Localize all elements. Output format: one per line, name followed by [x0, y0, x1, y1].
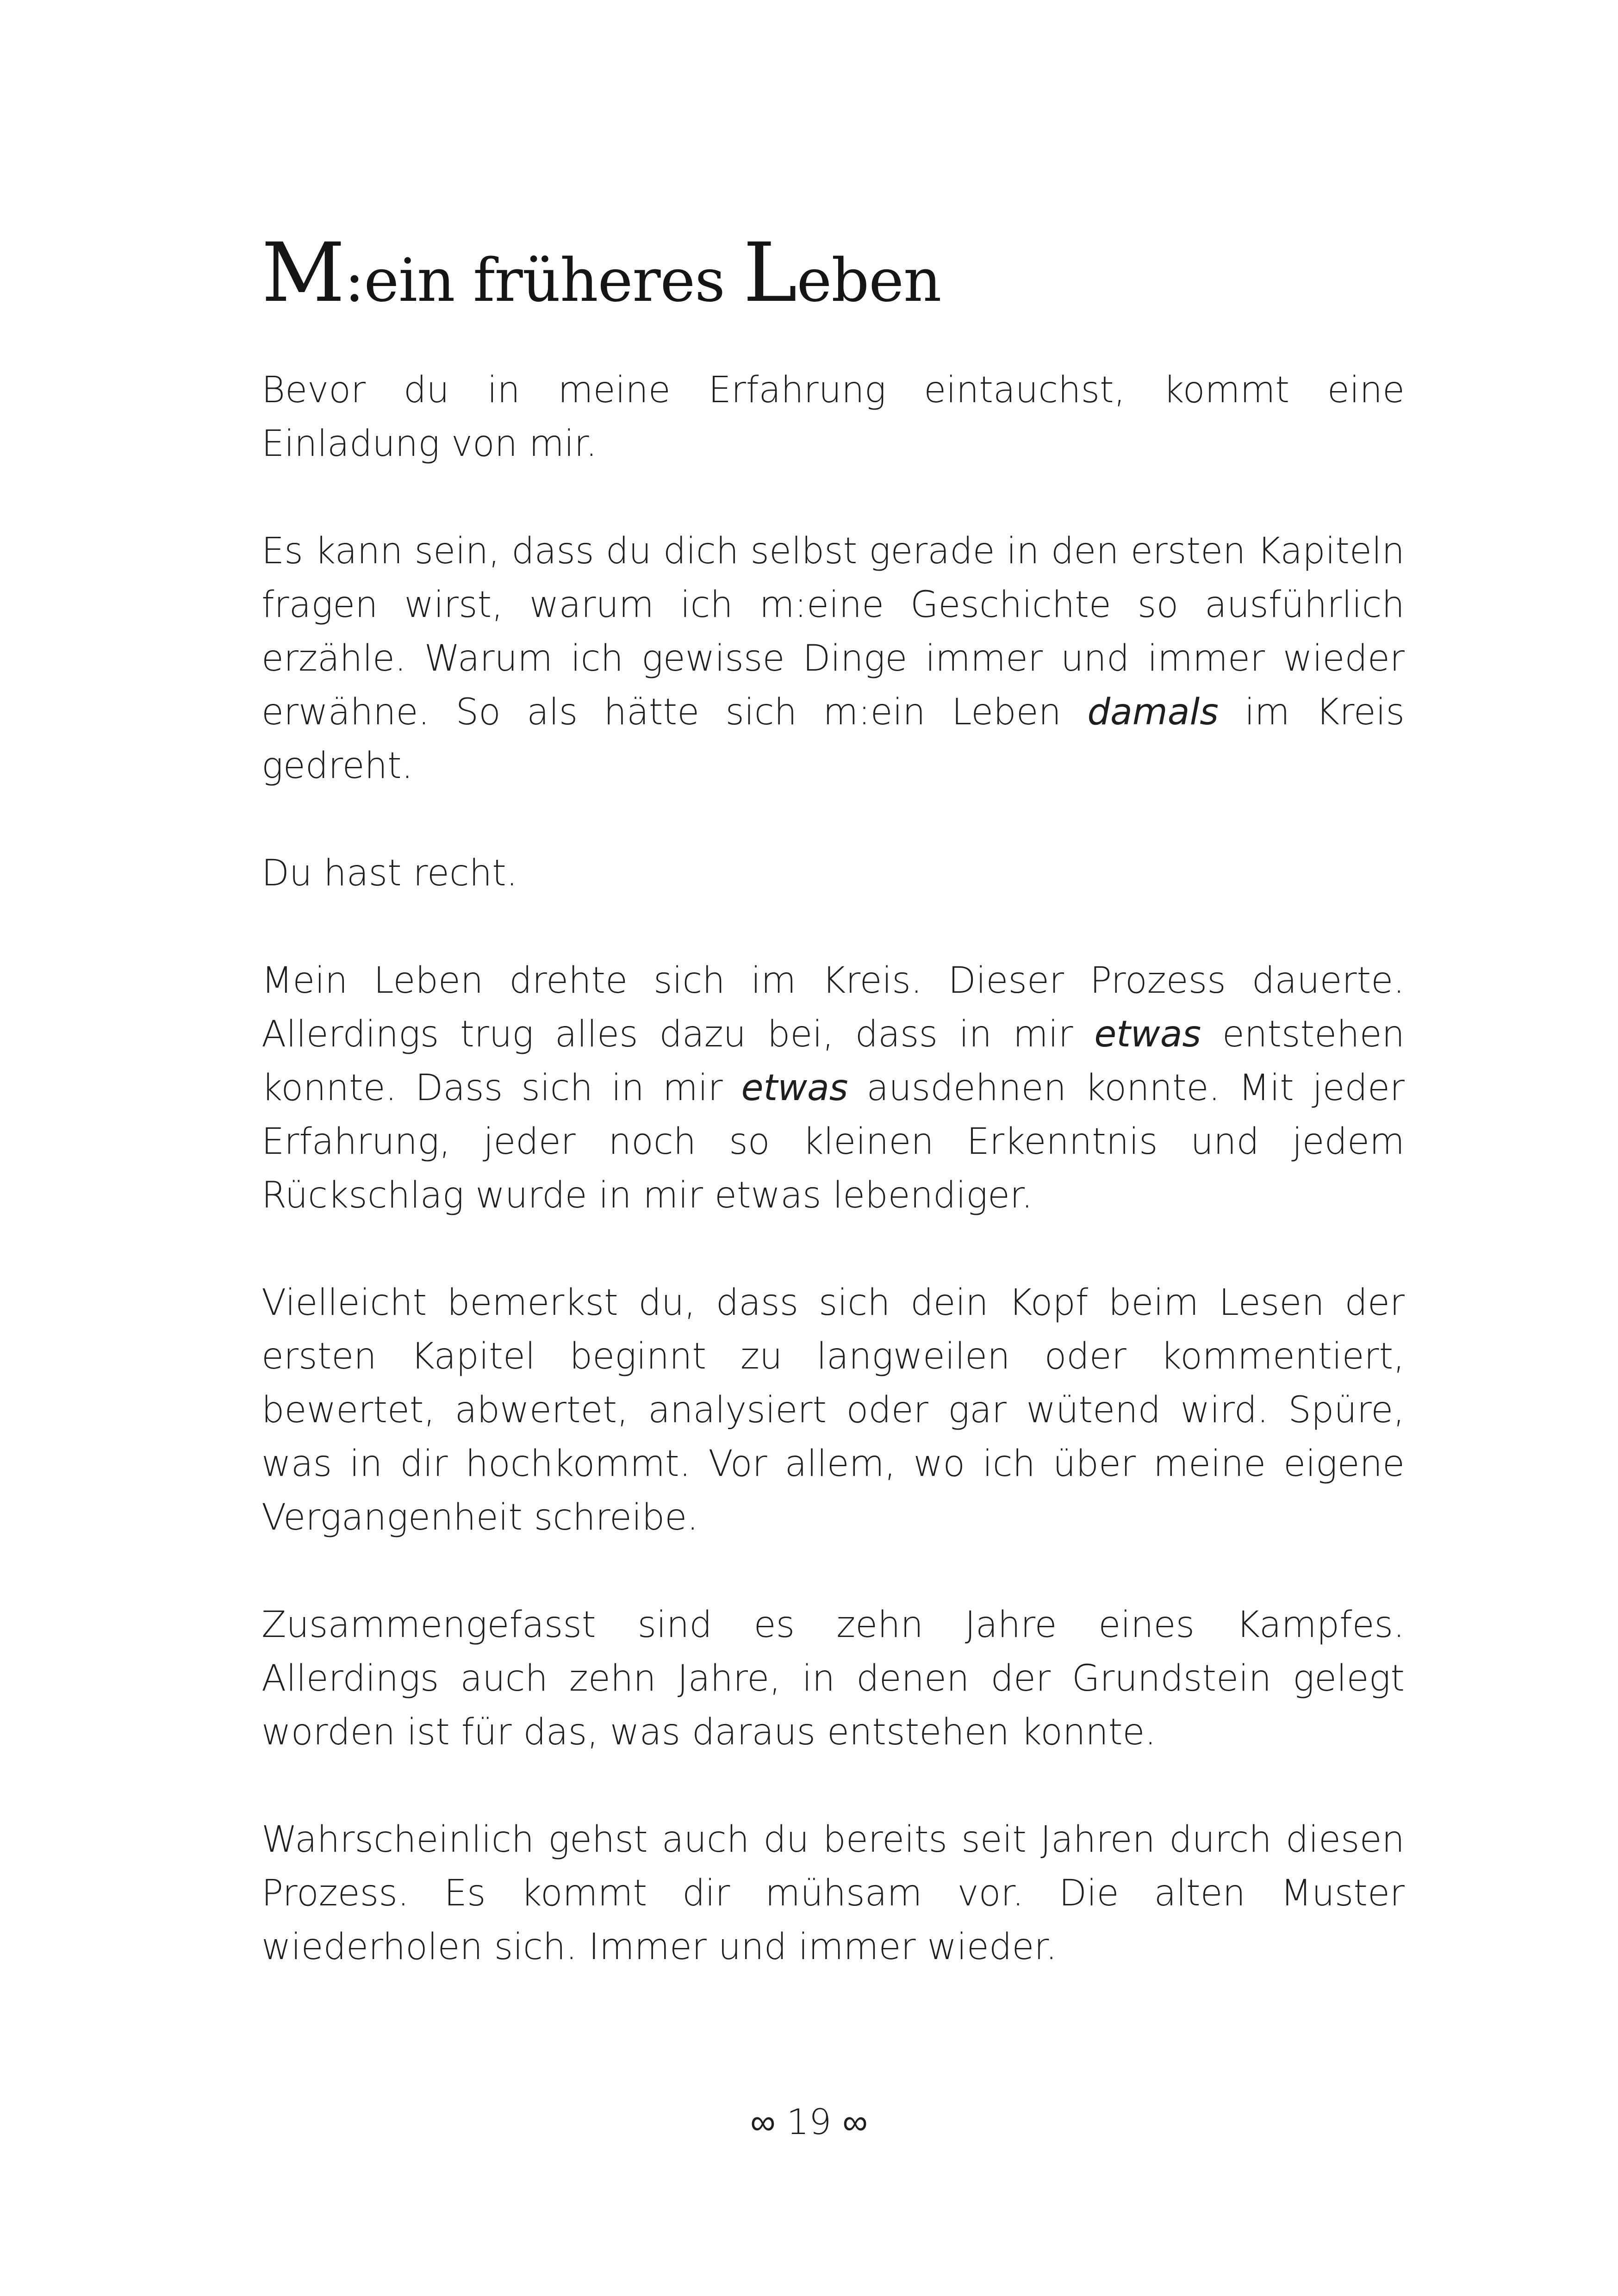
- italic-emphasis: etwas: [741, 1067, 848, 1109]
- paragraph: [261, 1598, 1405, 1759]
- page-number: ∞ 19 ∞: [750, 2101, 868, 2142]
- title-part-1: :ein früheres: [344, 246, 743, 315]
- italic-emphasis: damals: [1087, 691, 1219, 733]
- paragraph: [261, 1276, 1405, 1544]
- italic-emphasis: etwas: [1094, 1014, 1201, 1055]
- paragraph: [261, 524, 1405, 793]
- title-initial-m: M: [261, 225, 345, 320]
- body-text: [261, 363, 1405, 2028]
- paragraph: [261, 846, 1405, 900]
- text-segment: Du hast recht.: [261, 852, 518, 894]
- paragraph: [261, 1813, 1405, 1974]
- title-part-2: eben: [797, 246, 941, 315]
- text-segment: ausdehnen konnte. Mit jeder Erfahrung, jeder noch so kleinen Erkenntnis und jedem Rückschlag wurde in mir etwas lebendiger.: [261, 1067, 1405, 1216]
- text-segment: im Kreis gedreht.: [261, 691, 1405, 787]
- text-segment: entstehen konnte. Dass sich in mir: [261, 1014, 1405, 1109]
- text-segment: Bevor du in meine Erfahrung eintauchst, kommt eine Einladung von mir.: [261, 369, 1405, 465]
- text-segment: Es kann sein, dass du dich selbst gerade in den ersten Kapiteln fragen wirst, warum ich m:eine Geschichte so ausführlich erzähle. Warum ich gewisse Dinge immer und immer wieder erwähne. So als hätte sich m:ein Leben: [261, 530, 1405, 733]
- paragraph: [261, 363, 1405, 471]
- text-segment: Wahrscheinlich gehst auch du bereits seit Jahren durch diesen Prozess. Es kommt dir mühsam vor. Die alten Muster wiederholen sich. Immer und immer wieder.: [261, 1819, 1405, 1968]
- text-segment: Vielleicht bemerkst du, dass sich dein Kopf beim Lesen der ersten Kapitel beginnt zu langweilen oder kommentiert, bewertet, abwertet, analysiert oder gar wütend wird. Spüre, was in dir hochkommt. Vor allem, wo ich über meine eigene Vergangenheit schreibe.: [261, 1282, 1405, 1538]
- chapter-title: [261, 225, 941, 323]
- text-segment: Mein Leben drehte sich im Kreis. Dieser Prozess dauerte. Allerdings trug alles dazu bei, dass in mir: [261, 960, 1405, 1055]
- text-segment: Zusammengefasst sind es zehn Jahre eines Kampfes. Allerdings auch zehn Jahre, in denen der Grundstein gelegt worden ist für das, was daraus entstehen konnte.: [261, 1604, 1405, 1753]
- paragraph: [261, 954, 1405, 1222]
- title-initial-l: L: [743, 225, 797, 320]
